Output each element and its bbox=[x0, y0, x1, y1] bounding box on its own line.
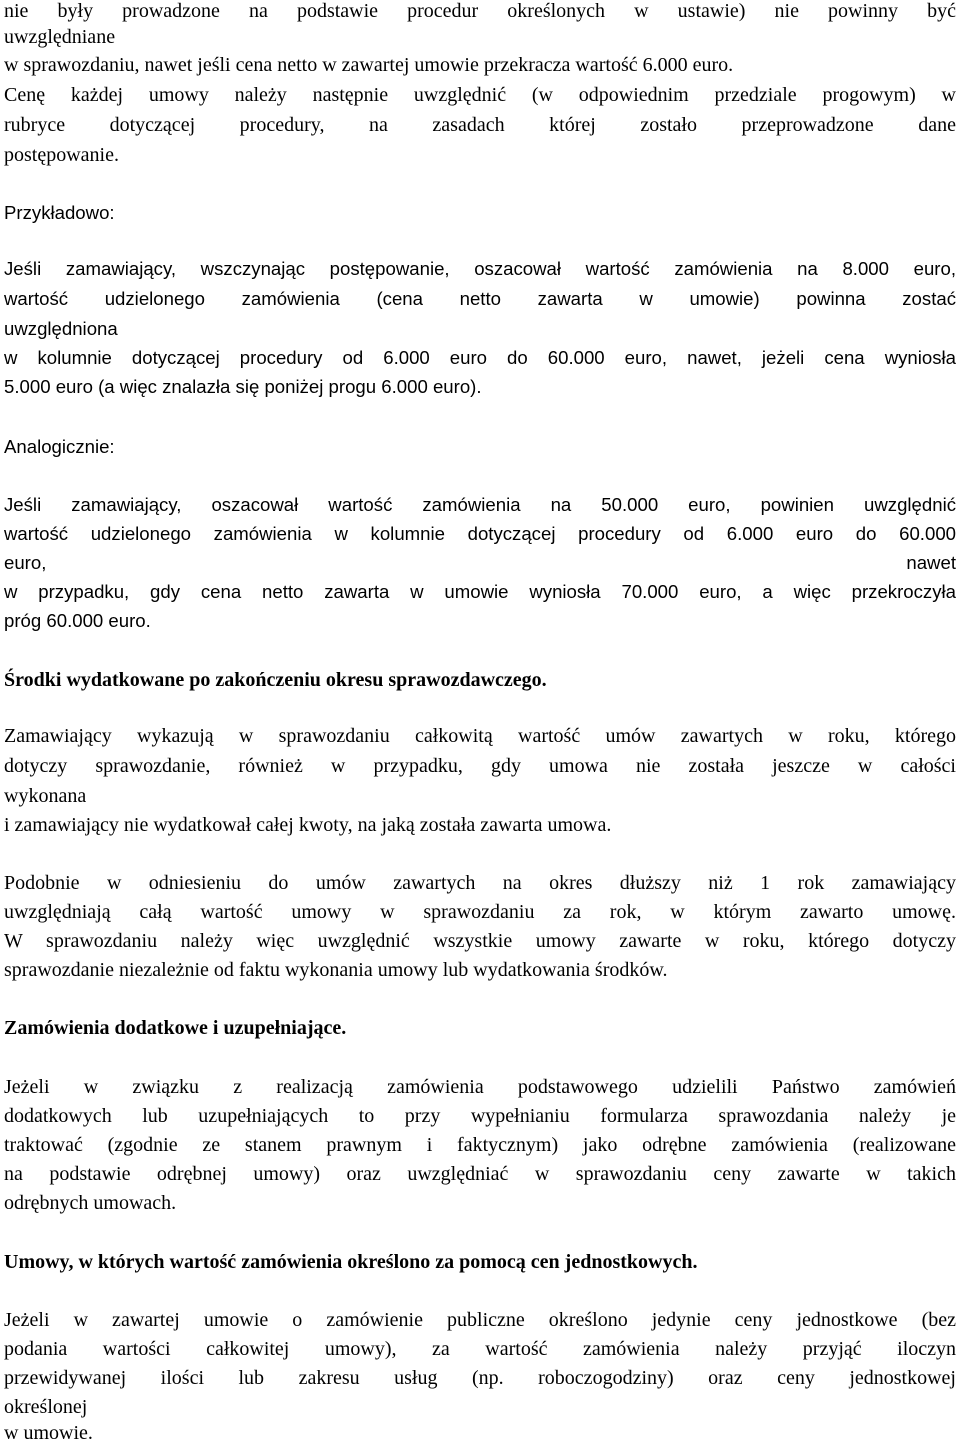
section-3-p1-line-1: Jeżeli w zawartej umowie o zamówienie publiczne określono jedynie ceny jednostkowe (bez bbox=[4, 1309, 956, 1331]
example-2-line-3: euro, nawet bbox=[4, 552, 956, 573]
section-2-p1-line-1: Jeżeli w związku z realizacją zamówienia podstawowego udzielili Państwo zamówień bbox=[4, 1076, 956, 1098]
example-2-line-4: w przypadku, gdy cena netto zawarta w umowie wyniosła 70.000 euro, a więc przekroczyła bbox=[4, 581, 956, 602]
section-1-p1-line-4: i zamawiający nie wydatkował całej kwoty, na jaką została zawarta umowa. bbox=[4, 814, 612, 836]
intro-line-3: w sprawozdaniu, nawet jeśli cena netto w zawartej umowie przekracza wartość 6.000 euro. bbox=[4, 54, 734, 76]
section-1-p2-line-1: Podobnie w odniesieniu do umów zawartych na okres dłuższy niż 1 rok zamawiający bbox=[4, 872, 956, 894]
section-2-p1-line-3: traktować (zgodnie ze stanem prawnym i faktycznym) jako odrębne zamówienia (realizowane bbox=[4, 1134, 956, 1156]
example-2-label: Analogicznie: bbox=[4, 436, 115, 457]
example-1-label: Przykładowo: bbox=[4, 202, 115, 223]
section-3-p1-line-3: przewidywanej ilości lub zakresu usług (np. roboczogodziny) oraz ceny jednostkowej bbox=[4, 1367, 956, 1389]
section-2-heading: Zamówienia dodatkowe i uzupełniające. bbox=[4, 1017, 347, 1039]
intro-line-6: postępowanie. bbox=[4, 144, 119, 166]
intro-line-5: rubryce dotyczącej procedury, na zasadach której zostało przeprowadzone dane bbox=[4, 114, 956, 136]
section-1-p2-line-4: sprawozdanie niezależnie od faktu wykonania umowy lub wydatkowania środków. bbox=[4, 959, 668, 981]
example-1-line-1: Jeśli zamawiający, wszczynając postępowanie, oszacował wartość zamówienia na 8.000 euro, bbox=[4, 258, 956, 279]
section-1-p1-line-2: dotyczy sprawozdanie, również w przypadku, gdy umowa nie została jeszcze w całości bbox=[4, 755, 956, 777]
section-2-p1-line-2: dodatkowych lub uzupełniających to przy wypełnianiu formularza sprawozdania należy je bbox=[4, 1105, 956, 1127]
intro-line-4: Cenę każdej umowy należy następnie uwzględnić (w odpowiednim przedziale progowym) w bbox=[4, 84, 956, 106]
example-1-line-2: wartość udzielonego zamówienia (cena netto zawarta w umowie) powinna zostać bbox=[4, 288, 956, 309]
section-3-heading: Umowy, w których wartość zamówienia określono za pomocą cen jednostkowych. bbox=[4, 1251, 698, 1273]
intro-line-1: nie były prowadzone na podstawie procedur określonych w ustawie) nie powinny być bbox=[4, 0, 956, 22]
section-1-heading: Środki wydatkowane po zakończeniu okresu sprawozdawczego. bbox=[4, 669, 547, 691]
section-2-p1-line-5: odrębnych umowach. bbox=[4, 1192, 177, 1214]
example-1-line-3: uwzględniona bbox=[4, 318, 118, 339]
intro-line-2: uwzględniane bbox=[4, 26, 116, 48]
section-1-p2-line-2: uwzględniają całą wartość umowy w sprawozdaniu za rok, w którym zawarto umowę. bbox=[4, 901, 956, 923]
section-1-p1-line-1: Zamawiający wykazują w sprawozdaniu całkowitą wartość umów zawartych w roku, którego bbox=[4, 725, 956, 747]
section-1-p1-line-3: wykonana bbox=[4, 785, 87, 807]
section-3-p1-line-5: w umowie. bbox=[4, 1422, 93, 1444]
section-2-p1-line-4: na podstawie odrębnej umowy) oraz uwzględniać w sprawozdaniu ceny zawarte w takich bbox=[4, 1163, 956, 1185]
section-1-p2-line-3: W sprawozdaniu należy więc uwzględnić wszystkie umowy zawarte w roku, którego dotyczy bbox=[4, 930, 956, 952]
example-2-line-1: Jeśli zamawiający, oszacował wartość zamówienia na 50.000 euro, powinien uwzględnić bbox=[4, 494, 956, 515]
example-2-line-2: wartość udzielonego zamówienia w kolumnie dotyczącej procedury od 6.000 euro do 60.000 bbox=[4, 523, 956, 544]
example-1-line-5: 5.000 euro (a więc znalazła się poniżej progu 6.000 euro). bbox=[4, 376, 482, 397]
section-3-p1-line-4: określonej bbox=[4, 1396, 88, 1418]
example-1-line-4: w kolumnie dotyczącej procedury od 6.000 euro do 60.000 euro, nawet, jeżeli cena wyniosła bbox=[4, 347, 956, 368]
section-3-p1-line-2: podania wartości całkowitej umowy), za wartość zamówienia należy przyjąć iloczyn bbox=[4, 1338, 956, 1360]
example-2-line-5: próg 60.000 euro. bbox=[4, 610, 151, 631]
